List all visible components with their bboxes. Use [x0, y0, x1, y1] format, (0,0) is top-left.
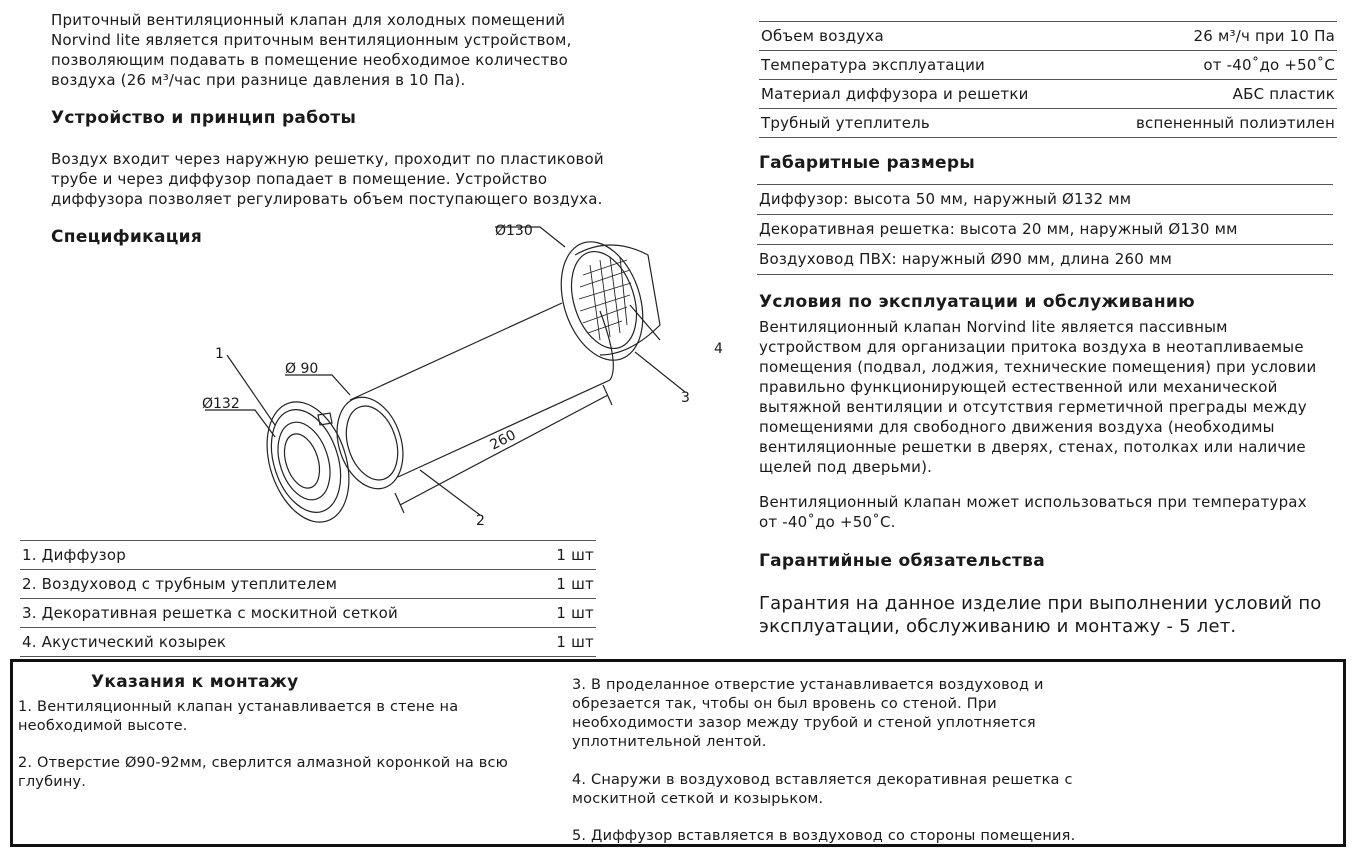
kit-list — [20, 540, 596, 657]
mounting-heading: Указания к монтажу — [91, 672, 299, 692]
dimension-row: Воздуховод ПВХ: наружный Ø90 мм, длина 260 мм — [757, 245, 1333, 275]
tube-insulation-end — [326, 389, 414, 498]
dim-diffuser-diameter: Ø132 — [202, 396, 240, 412]
kit-item: 1. Диффузор 1 шт — [20, 540, 596, 570]
warranty-text: Гарантия на данное изделие при выполнении условий по эксплуатации, обслуживанию и монтажу - 5 лет. — [759, 593, 1322, 637]
callout-3: 3 — [681, 390, 690, 406]
kit-item: 3. Декоративная решетка с москитной сеткой 1 шт — [20, 599, 596, 628]
decorative-grille — [547, 231, 660, 371]
intro-text: Приточный вентиляционный клапан для холодных помещений Norvind lite является приточным вентиляционным устройством, позволяющим подавать в помещение необходимое количество воздуха (26 м³/час при разнице давления в 10 Па). — [51, 11, 572, 89]
conditions-heading: Условия по эксплуатации и обслуживанию — [759, 292, 1195, 312]
kit-item: 4. Акустический козырек 1 шт — [20, 628, 596, 657]
diffuser — [253, 391, 364, 532]
spec-row: Материал диффузора и решетки АБС пластик — [759, 80, 1337, 109]
spec-row: Трубный утеплитель вспененный полиэтилен — [759, 109, 1337, 138]
mounting-step: 5. Диффузор вставляется в воздуховод со стороны помещения. — [572, 828, 1076, 844]
callout-4: 4 — [714, 341, 723, 357]
dimensions-heading: Габаритные размеры — [759, 153, 976, 173]
callout-2: 2 — [476, 513, 485, 529]
mounting-step: 2. Отверстие Ø90-92мм, сверлится алмазной коронкой на всю глубину. — [18, 755, 509, 790]
spec-heading: Спецификация — [51, 227, 203, 247]
conditions-text: Вентиляционный клапан Norvind lite является пассивным устройством для организации притока воздуха в неотапливаемые помещения (подвал, лоджия, технические помещения) при условии правильно функционирующей естественной или механической вытяжной вентиляции и отсутствия герметичной преграды между помещениями для свободного движения воздуха (необходимы вентиляционные решетки в дверях, стенах, потолках или наличие щелей под дверьми). — [759, 318, 1317, 476]
kit-item: 2. Воздуховод с трубным утеплителем 1 шт — [20, 570, 596, 599]
dimension-row: Диффузор: высота 50 мм, наружный Ø132 мм — [757, 184, 1333, 215]
temperature-text: Вентиляционный клапан может использоваться при температурах от -40˚до +50˚С. — [759, 493, 1307, 531]
air-duct-tube — [350, 303, 610, 477]
mounting-step: 1. Вентиляционный клапан устанавливается в стене на необходимой высоте. — [18, 699, 459, 734]
mounting-step: 3. В проделанное отверстие устанавливается воздуховод и обрезается так, чтобы он был вровень со стеной. При необходимости зазор между трубой и стеной уплотняется уплотнительной лентой. — [572, 677, 1044, 750]
mounting-instructions — [10, 659, 1346, 847]
device-text: Воздух входит через наружную решетку, проходит по пластиковой трубе и через диффузор попадает в помещение. Устройство диффузора позволяет регулировать объем поступающего воздуха. — [51, 150, 604, 208]
device-heading: Устройство и принцип работы — [51, 108, 357, 128]
product-diagram — [190, 215, 740, 535]
callout-1: 1 — [215, 346, 224, 362]
dimensions-list — [757, 184, 1333, 275]
dim-grille-diameter: Ø130 — [495, 223, 533, 239]
spec-row: Объем воздуха 26 м³/ч при 10 Па — [759, 22, 1337, 51]
mounting-step: 4. Снаружи в воздуховод вставляется декоративная решетка с москитной сеткой и козырьком. — [572, 772, 1073, 807]
warranty-heading: Гарантийные обязательства — [759, 551, 1045, 571]
spec-row: Температура эксплуатации от -40˚до +50˚С — [759, 51, 1337, 80]
dimension-row: Декоративная решетка: высота 20 мм, наружный Ø130 мм — [757, 215, 1333, 245]
specs-table — [759, 21, 1337, 138]
dim-duct-diameter: Ø 90 — [285, 361, 319, 377]
dim-duct-length: 260 — [487, 427, 519, 454]
